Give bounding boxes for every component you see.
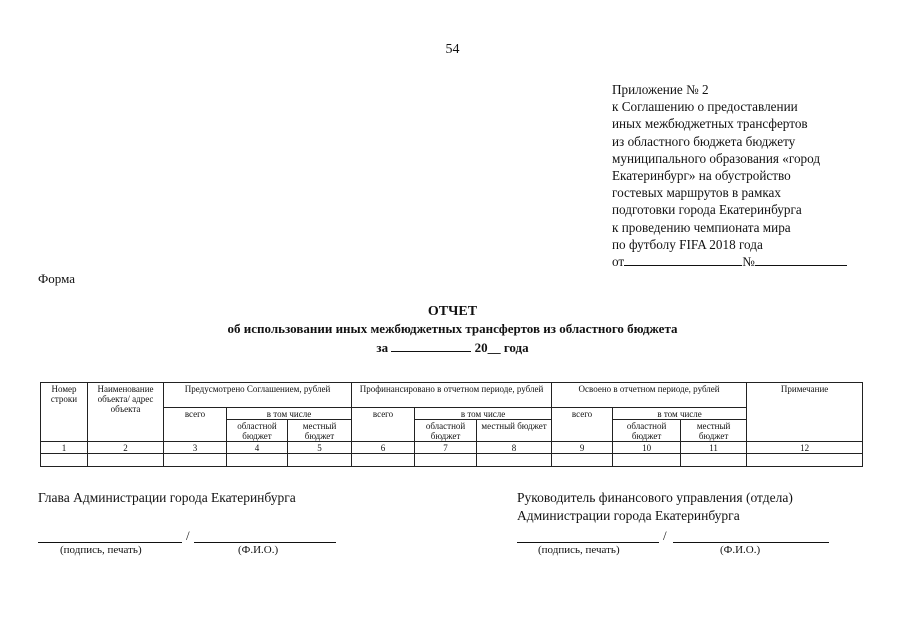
header-financed: Профинансировано в отчетном периоде, рублей <box>352 383 552 408</box>
report-period <box>0 339 905 356</box>
empty-cell <box>681 454 747 467</box>
number-blank <box>755 253 847 266</box>
table-row <box>41 454 863 467</box>
finance-head-title: Руководитель финансового управления (отдела) <box>517 490 793 505</box>
appendix-block <box>612 81 902 270</box>
report-subtitle: об использовании иных межбюджетных трансфертов из областного бюджета <box>227 321 678 336</box>
appendix-line: Екатеринбург» на обустройство <box>612 168 791 184</box>
column-number: 9 <box>552 442 613 454</box>
appendix-line: к Соглашению о предоставлении <box>612 99 798 115</box>
header-note: Примечание <box>747 383 863 442</box>
date-blank <box>624 253 742 266</box>
number-label: № <box>742 254 755 270</box>
empty-cell <box>227 454 288 467</box>
column-number: 5 <box>288 442 352 454</box>
empty-cell <box>552 454 613 467</box>
sign-caption-left: (подпись, печать) <box>60 544 142 556</box>
column-number: 6 <box>352 442 415 454</box>
appendix-line: к проведению чемпионата мира <box>612 219 791 235</box>
header-planned: Предусмотрено Соглашением, рублей <box>164 383 352 408</box>
empty-cell <box>352 454 415 467</box>
header-local-budget: местный бюджет <box>681 420 747 442</box>
empty-cell <box>613 454 681 467</box>
page-number: 54 <box>445 42 460 57</box>
appendix-line: подготовки города Екатеринбурга <box>612 202 802 218</box>
appendix-date-number-line <box>612 253 902 270</box>
header-row-number: Номер строки <box>41 383 88 442</box>
period-blank <box>391 339 471 352</box>
empty-cell <box>415 454 477 467</box>
sign-caption-right: (подпись, печать) <box>538 544 620 556</box>
from-label: от <box>612 254 625 270</box>
period-year: 20__ года <box>474 340 529 355</box>
header-total: всего <box>352 408 415 442</box>
header-including: в том числе <box>227 408 352 420</box>
header-regional-budget: областной бюджет <box>415 420 477 442</box>
header-including: в том числе <box>613 408 747 420</box>
separator-left: / <box>186 528 190 543</box>
header-local-budget: местный бюджет <box>477 420 552 442</box>
column-number: 8 <box>477 442 552 454</box>
report-table <box>40 382 863 467</box>
header-regional-budget: областной бюджет <box>227 420 288 442</box>
header-object-name: Наименование объекта/ адрес объекта <box>88 383 164 442</box>
head-of-administration-title: Глава Администрации города Екатеринбурга <box>38 490 296 505</box>
column-number: 12 <box>747 442 863 454</box>
signature-line-right <box>517 542 659 543</box>
empty-cell <box>88 454 164 467</box>
column-number: 7 <box>415 442 477 454</box>
header-spent: Освоено в отчетном периоде, рублей <box>552 383 747 408</box>
separator-right: / <box>663 528 667 543</box>
form-label: Форма <box>38 271 75 286</box>
empty-cell <box>477 454 552 467</box>
appendix-line: из областного бюджета бюджету <box>612 133 796 149</box>
name-line-left <box>194 542 336 543</box>
column-number: 3 <box>164 442 227 454</box>
empty-cell <box>747 454 863 467</box>
appendix-line: иных межбюджетных трансфертов <box>612 116 808 132</box>
period-prefix: за <box>376 340 389 355</box>
column-number: 11 <box>681 442 747 454</box>
column-number: 10 <box>613 442 681 454</box>
header-total: всего <box>164 408 227 442</box>
name-caption-right: (Ф.И.О.) <box>720 544 761 556</box>
column-number: 2 <box>88 442 164 454</box>
header-including: в том числе <box>415 408 552 420</box>
appendix-line: муниципального образования «город <box>612 150 821 166</box>
signature-line-left <box>38 542 182 543</box>
header-regional-budget: областной бюджет <box>613 420 681 442</box>
appendix-line: по футболу FIFA 2018 года <box>612 236 763 252</box>
appendix-line: Приложение № 2 <box>612 82 709 97</box>
finance-head-title-line2: Администрации города Екатеринбурга <box>517 508 740 523</box>
empty-cell <box>288 454 352 467</box>
empty-cell <box>164 454 227 467</box>
header-total: всего <box>552 408 613 442</box>
name-caption-left: (Ф.И.О.) <box>238 544 279 556</box>
empty-cell <box>41 454 88 467</box>
column-number: 1 <box>41 442 88 454</box>
header-local-budget: местный бюджет <box>288 420 352 442</box>
appendix-line: гостевых маршрутов в рамках <box>612 185 781 201</box>
name-line-right <box>673 542 829 543</box>
report-title: ОТЧЕТ <box>427 304 478 319</box>
column-number: 4 <box>227 442 288 454</box>
